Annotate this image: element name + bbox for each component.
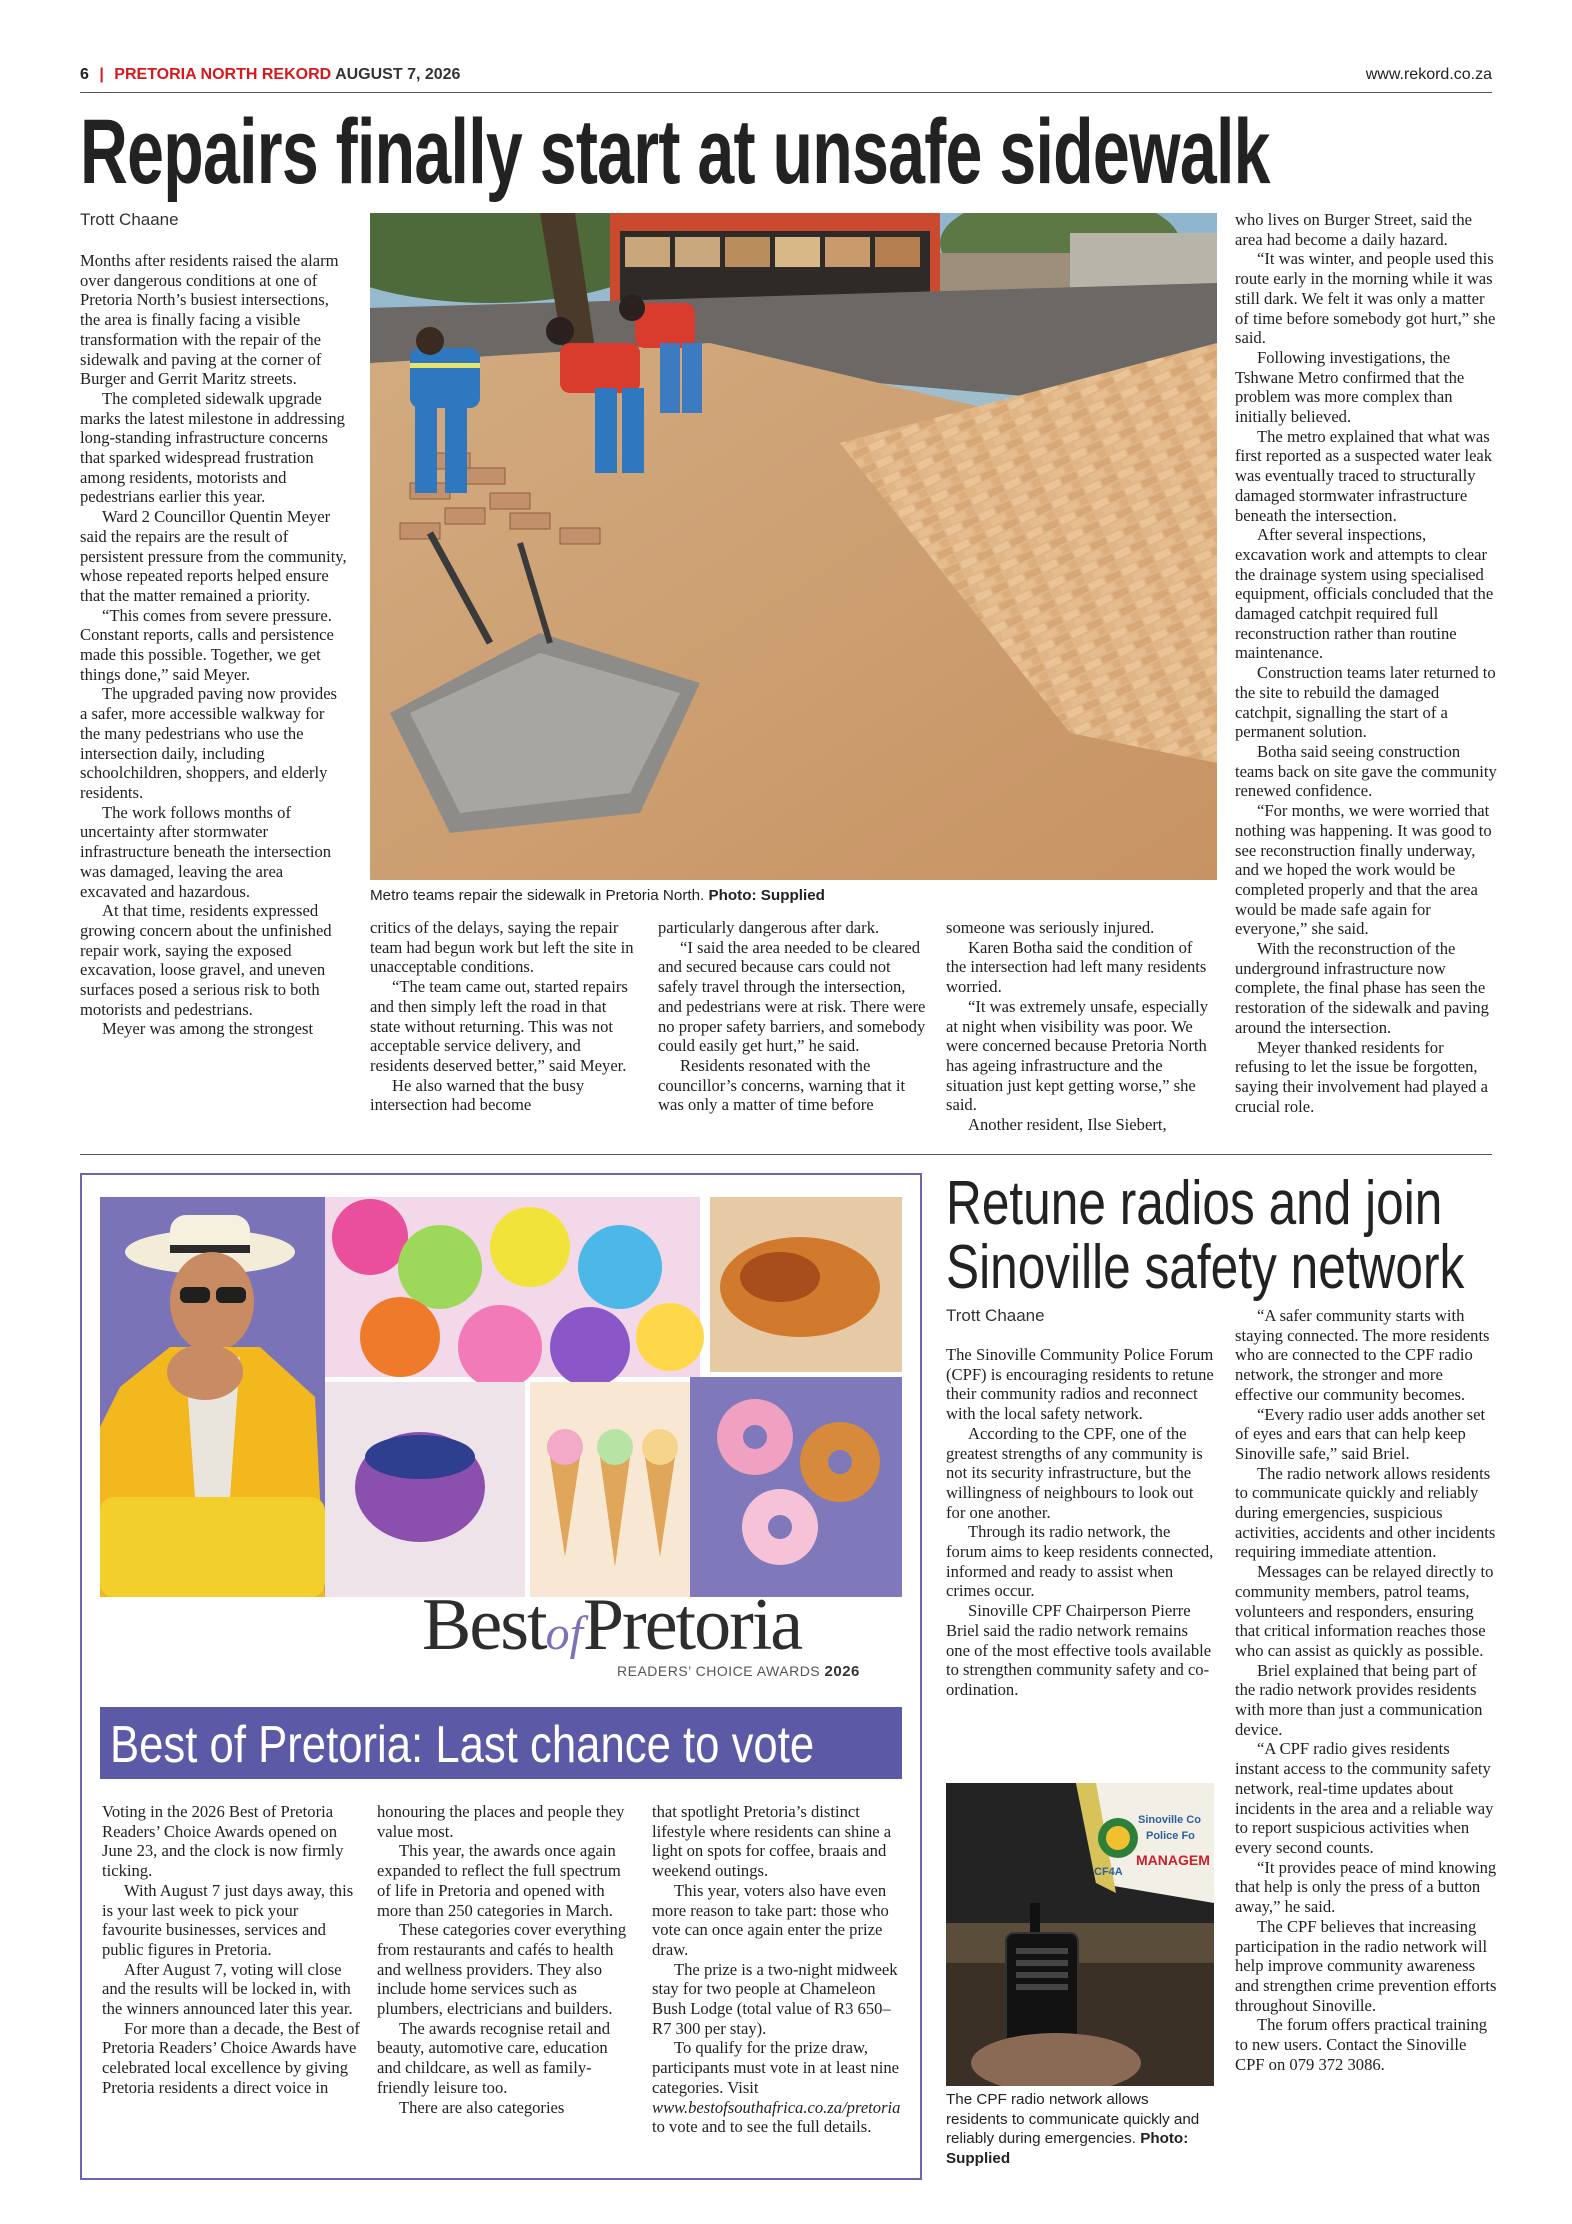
paragraph: For more than a decade, the Best of Pretoria Readers’ Choice Awards have celebrated local excellence by giving Pretoria residents a direct voice in — [102, 2018, 360, 2097]
paragraph: At that time, residents expressed growing concern about the unfinished repair work, saying the exposed excavation, loose gravel, and uneven surfaces posed a serious risk to both motorists and pedestrians. — [80, 901, 332, 1019]
ad-collage — [100, 1197, 902, 1597]
article1-photo-caption: Metro teams repair the sidewalk in Pretoria North. Photo: Supplied — [370, 887, 825, 904]
article2-byline: Trott Chaane — [946, 1306, 1045, 1325]
issue-date: AUGUST 7, 2026 — [335, 66, 461, 83]
paragraph: The radio network allows residents to communicate quickly and reliably during emergencies, suspicious activities, accidents and other incidents requiring immediate attention. — [1235, 1463, 1496, 1562]
paragraph: To qualify for the prize draw, participants must vote in at least nine categories. Visit www.bestofsouthafrica.co.za/pretoria to vote and to see the full details. — [652, 2038, 901, 2137]
article2-column-2 — [1235, 1306, 1497, 2074]
paragraph: Another resident, Ilse Siebert, — [968, 1115, 1167, 1135]
paragraph: Residents resonated with the councillor’s concerns, warning that it was only a matter of time before — [658, 1055, 906, 1115]
article1-column-3 — [658, 918, 926, 1115]
paragraph: With August 7 just days away, this is your last week to pick your favourite businesses, services and public figures in Pretoria. — [102, 1880, 354, 1959]
paragraph: “The team came out, started repairs and then simply left the road in that state without returning. This was not acceptable service delivery, and residents deserved better,” said Meyer. — [370, 977, 628, 1075]
paragraph: After August 7, voting will close and the results will be locked in, with the winners announced later this year. — [102, 1959, 353, 2019]
logo-best: Best — [422, 1584, 546, 1666]
website-url[interactable]: www.rekord.co.za — [1365, 66, 1492, 83]
paragraph: Ward 2 Councillor Quentin Meyer said the repairs are the result of persistent pressure from the community, whose repeated reports helped ensure that the matter remained a priority. — [80, 507, 347, 605]
article1-column-4 — [946, 918, 1214, 1135]
page-header — [80, 66, 460, 84]
article2-column-1 — [946, 1345, 1214, 1700]
paragraph: “For months, we were worried that nothing was happening. It was good to see reconstruction finally underway, and we hoped the work would be completed properly and that the area would be made safe again for everyone,” she said. — [1235, 801, 1492, 939]
article2-headline — [946, 1168, 1572, 1302]
paragraph: Messages can be relayed directly to community members, patrol teams, volunteers and responders, ensuring that critical information reaches those who can assist as quickly as possible. — [1235, 1562, 1494, 1660]
paragraph: “It was winter, and people used this route early in the morning while it was still dark. We felt it was only a matter of time before somebody got hurt,” she said. — [1235, 249, 1496, 348]
ad-column-3 — [652, 1802, 910, 2137]
paragraph: This year, the awards once again expanded to reflect the full spectrum of life in Pretoria and opened with more than 250 categories in March. — [377, 1841, 621, 1920]
paragraph: He also warned that the busy intersection had become — [370, 1075, 585, 1115]
paragraph: “A CPF radio gives residents instant access to the community safety network, real-time updates about incidents in the area and a reliable way to report suspicious activities when every second counts. — [1235, 1739, 1494, 1857]
vote-link[interactable]: www.bestofsouthafrica.co.za/pretoria — [652, 2097, 901, 2117]
sidewalk-repair-photo — [370, 213, 1217, 880]
paragraph: “It was extremely unsafe, especially at night when visibility was poor. We were concerned because Pretoria North has ageing infrastructure and the situation just kept getting worse,” she said. — [946, 996, 1209, 1115]
sign-text-3: MANAGEM — [1136, 1852, 1210, 1868]
paragraph: This year, voters also have even more reason to take part: those who vote can once again enter the prize draw. — [652, 1880, 889, 1959]
best-of-pretoria-logo — [422, 1583, 892, 1693]
section-divider — [80, 1154, 1492, 1155]
paragraph: The upgraded paving now provides a safer, more accessible walkway for the many pedestrians who use the intersection daily, including schoolchildren, shoppers, and elderly residents. — [80, 684, 338, 802]
paragraph: Voting in the 2026 Best of Pretoria Readers’ Choice Awards opened on June 23, and the clock is now firmly ticking. — [102, 1802, 344, 1881]
paragraph: Construction teams later returned to the site to rebuild the damaged catchpit, signalling the start of a permanent solution. — [1235, 663, 1496, 742]
paragraph: The awards recognise retail and beauty, automotive care, education and childcare, as well as family-friendly leisure too. — [377, 2018, 611, 2097]
paragraph: The prize is a two-night midweek stay for two people at Chameleon Bush Lodge (total value of R3 650–R7 300 per stay). — [652, 1959, 898, 2038]
article1-headline: Repairs finally start at unsafe sidewalk — [80, 101, 1270, 203]
photo-credit: Photo: Supplied — [708, 887, 825, 904]
paragraph: The completed sidewalk upgrade marks the latest milestone in addressing long-standing infrastructure concerns that sparked widespread frustration among residents, motorists and pedestrians earlier this year. — [80, 388, 345, 507]
paragraph: Botha said seeing construction teams back on site gave the community renewed confidence. — [1235, 741, 1497, 801]
paragraph: someone was seriously injured. — [946, 918, 1155, 937]
paragraph: Karen Botha said the condition of the intersection had left many residents worried. — [946, 937, 1207, 997]
photo-credit: Photo: Supplied — [946, 2130, 1189, 2167]
header-rule — [80, 92, 1492, 93]
paragraph: who lives on Burger Street, said the area had become a daily hazard. — [1235, 210, 1473, 249]
article2-headline-line2: Sinoville safety network — [946, 1233, 1465, 1302]
article1-column-5 — [1235, 210, 1497, 1116]
paragraph: particularly dangerous after dark. — [658, 918, 880, 937]
paragraph: Meyer thanked residents for refusing to let the issue be forgotten, saying their involvement had played a crucial role. — [1235, 1037, 1488, 1116]
paragraph: After several inspections, excavation work and attempts to clear the drainage system using specialised equipment, officials concluded that the damaged catchpit required full reconstruction rather than routine maintenance. — [1235, 525, 1494, 663]
paragraph: The CPF believes that increasing participation in the radio network will help improve community awareness and strengthen crime prevention efforts throughout Sinoville. — [1235, 1916, 1497, 2015]
paragraph: Months after residents raised the alarm over dangerous conditions at one of Pretoria North’s busiest intersections, the area is finally facing a visible transformation with the repair of the sidewalk and paving at the corner of Burger and Gerrit Maritz streets. — [80, 251, 339, 389]
paragraph: Meyer was among the strongest — [102, 1019, 314, 1039]
paragraph: The Sinoville Community Police Forum (CPF) is encouraging residents to retune their community radios and reconnect with the local safety network. — [946, 1345, 1214, 1424]
paragraph: “Every radio user adds another set of eyes and ears that can help keep Sinoville safe,” said Briel. — [1235, 1404, 1486, 1463]
paragraph: The work follows months of uncertainty after stormwater infrastructure beneath the intersection was damaged, leaving the area excavated and hazardous. — [80, 802, 332, 901]
paragraph: Through its radio network, the forum aims to keep residents connected, informed and ready to assist when crimes occur. — [946, 1522, 1214, 1601]
article1-column-2 — [370, 918, 638, 1115]
paragraph: critics of the delays, saying the repair team had begun work but left the site in unacceptable conditions. — [370, 918, 634, 977]
logo-subline: READERS’ CHOICE AWARDS — [617, 1663, 821, 1679]
paragraph: “I said the area needed to be cleared and secured because cars could not safely travel through the intersection, and pedestrians were at risk. There were no proper safety barriers, and somebody could easily get hurt,” he said. — [658, 937, 926, 1056]
ad-banner — [100, 1707, 902, 1779]
paragraph: Briel explained that being part of the radio network provides residents with more than just a communication device. — [1235, 1660, 1483, 1739]
paragraph: “This comes from severe pressure. Constant reports, calls and persistence made this possible. Together, we get things done,” said Meyer. — [80, 605, 334, 684]
page-number: 6 — [80, 66, 89, 83]
paragraph: honouring the places and people they value most. — [377, 1802, 625, 1841]
ad-column-2 — [377, 1802, 635, 2117]
paragraph: With the reconstruction of the underground infrastructure now complete, the final phase has seen the restoration of the sidewalk and paving around the intersection. — [1235, 939, 1489, 1037]
article2-photo-caption: The CPF radio network allows residents to communicate quickly and reliably during emergencies. Photo: Supplied — [946, 2091, 1200, 2167]
paragraph: There are also categories — [399, 2097, 565, 2117]
paragraph: The forum offers practical training to new users. Contact the Sinoville CPF on 079 372 3086. — [1235, 2015, 1488, 2074]
best-of-pretoria-ad[interactable] — [80, 1173, 922, 2180]
logo-pretoria: Pretoria — [582, 1584, 802, 1666]
paragraph: Sinoville CPF Chairperson Pierre Briel said the radio network remains one of the most effective tools available to strengthen community safety and co-ordination. — [946, 1601, 1212, 1699]
publication-name: PRETORIA NORTH REKORD — [114, 66, 332, 83]
paragraph: “A safer community starts with staying connected. The more residents who are connected to the CPF radio network, the stronger and more effective our community becomes. — [1235, 1306, 1490, 1404]
cpf-radio-photo — [946, 1783, 1214, 2086]
paragraph: These categories cover everything from restaurants and cafés to health and wellness providers. They also include home services such as plumbers, electricians and builders. — [377, 1920, 627, 2019]
article1-byline: Trott Chaane — [80, 210, 179, 229]
paragraph: Following investigations, the Tshwane Metro confirmed that the problem was more complex than initially believed. — [1235, 347, 1465, 427]
logo-year: 2026 — [824, 1663, 860, 1680]
sign-text-2: Police Fo — [1146, 1830, 1195, 1842]
sign-text-1: Sinoville Co — [1138, 1814, 1201, 1826]
article1-column-1 — [80, 251, 348, 1039]
paragraph: “It provides peace of mind knowing that help is only the press of a button away,” he said. — [1235, 1857, 1497, 1917]
ad-banner-title: Best of Pretoria: Last chance to vote — [110, 1716, 815, 1774]
paragraph: According to the CPF, one of the greatest strengths of any community is not its security infrastructure, but the willingness of neighbours to look out for one another. — [946, 1423, 1203, 1522]
article2-headline-line1: Retune radios and join — [946, 1169, 1443, 1238]
logo-of: of — [545, 1607, 583, 1660]
ad-column-1 — [102, 1802, 360, 2098]
header-separator: | — [99, 66, 104, 83]
paragraph: that spotlight Pretoria’s distinct lifestyle where residents can shine a light on spots for coffee, braais and weekend outings. — [652, 1802, 892, 1881]
paragraph: The metro explained that what was first reported as a suspected water leak was eventually traced to structurally damaged stormwater infrastructure beneath the intersection. — [1235, 426, 1493, 525]
sign-text-4: CF4A — [1094, 1866, 1123, 1878]
